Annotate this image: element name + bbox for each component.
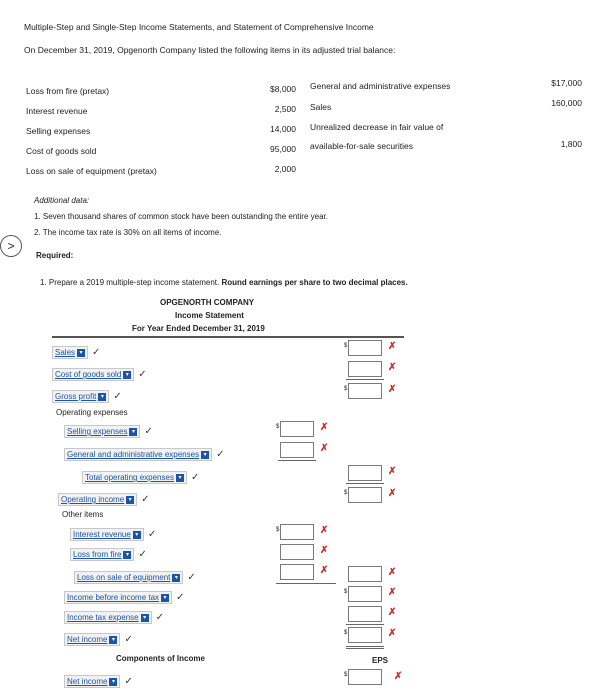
check-icon: ✓ (138, 369, 147, 380)
incorrect-icon: ✗ (388, 341, 397, 352)
chevron-down-icon: ▾ (176, 474, 184, 482)
selling-dropdown[interactable]: Selling expenses ▾ (64, 425, 140, 438)
operating-income-dropdown[interactable]: Operating income ▾ (58, 493, 137, 506)
nav-arrow-icon[interactable]: > (0, 235, 22, 257)
row-equipment (74, 567, 196, 585)
additional-heading: Additional data: (34, 196, 90, 205)
incorrect-icon: ✗ (388, 466, 397, 477)
check-icon: ✓ (155, 612, 164, 623)
chevron-down-icon: ▾ (109, 636, 117, 644)
intro-text: On December 31, 2019, Opgenorth Company listed the following items in its adjusted trial balance: (24, 45, 396, 55)
tb-left-label: Interest revenue (26, 106, 88, 116)
equipment-amount-input[interactable] (280, 564, 314, 580)
incorrect-icon: ✗ (320, 545, 329, 556)
selling-amount-input[interactable] (280, 421, 314, 437)
additional-item: 1. Seven thousand shares of common stock have been outstanding the entire year. (34, 212, 328, 221)
row-sales (52, 342, 100, 360)
chevron-down-icon: ▾ (129, 428, 137, 436)
incorrect-icon: ✗ (320, 525, 329, 536)
eps-input[interactable] (348, 669, 382, 685)
chevron-down-icon: ▾ (98, 393, 106, 401)
tb-left-value: 95,000 (270, 144, 296, 154)
net-income-dropdown[interactable]: Net income ▾ (64, 633, 120, 646)
sum-line (346, 624, 384, 625)
chevron-down-icon: ▾ (133, 531, 141, 539)
row-total-operating (82, 467, 199, 485)
incorrect-icon: ✗ (394, 671, 403, 682)
dollar-sign: $ (276, 527, 280, 533)
company-name: OPGENORTH COMPANY (160, 298, 255, 307)
tax-amount-input[interactable] (348, 606, 382, 622)
tb-right-label: General and administrative expenses (310, 81, 451, 91)
eps-label: EPS (372, 656, 389, 665)
tb-left-label: Loss from fire (pretax) (26, 86, 110, 96)
sum-line (346, 483, 384, 484)
sum-line (278, 460, 316, 461)
dollar-sign: $ (344, 490, 348, 496)
before-tax-amount-input[interactable] (348, 586, 382, 602)
tb-right-label: Unrealized decrease in fair value of (310, 122, 444, 132)
fire-dropdown[interactable]: Loss from fire ▾ (70, 548, 134, 561)
incorrect-icon: ✗ (388, 587, 397, 598)
check-icon: ✓ (187, 572, 196, 583)
chevron-down-icon: ▾ (123, 371, 131, 379)
tb-left-value: 2,000 (274, 164, 296, 174)
gna-amount-input[interactable] (280, 442, 314, 458)
interest-dropdown[interactable]: Interest revenue ▾ (70, 528, 144, 541)
row-cogs (52, 364, 147, 382)
chevron-down-icon: ▾ (201, 451, 209, 459)
check-icon: ✓ (92, 347, 101, 358)
incorrect-icon: ✗ (320, 443, 329, 454)
dollar-sign: $ (344, 589, 348, 595)
tb-right-value: 1,800 (560, 139, 582, 149)
incorrect-icon: ✗ (388, 628, 397, 639)
tb-left-label: Cost of goods sold (26, 146, 97, 156)
fire-amount-input[interactable] (280, 544, 314, 560)
row-net-income-components (64, 671, 133, 689)
operating-income-amount-input[interactable] (348, 487, 382, 503)
incorrect-icon: ✗ (388, 384, 397, 395)
check-icon: ✓ (113, 391, 122, 402)
check-icon: ✓ (138, 549, 147, 560)
before-tax-dropdown[interactable]: Income before income tax ▾ (64, 591, 172, 604)
check-icon: ✓ (124, 634, 133, 645)
row-operating-income (58, 489, 150, 507)
equipment-dropdown[interactable]: Loss on sale of equipment ▾ (74, 571, 183, 584)
check-icon: ✓ (124, 676, 133, 687)
dollar-sign: $ (344, 630, 348, 636)
row-net-income (64, 629, 133, 647)
other-items-label: Other items (62, 510, 104, 519)
incorrect-icon: ✗ (320, 565, 329, 576)
tb-right-value: $17,000 (551, 78, 582, 88)
row-before-tax (64, 587, 184, 605)
total-operating-amount-input[interactable] (348, 465, 382, 481)
check-icon: ✓ (144, 426, 153, 437)
chevron-down-icon: ▾ (161, 594, 169, 602)
dollar-sign: $ (344, 386, 348, 392)
chevron-down-icon: ▾ (109, 678, 117, 686)
row-selling (64, 421, 153, 439)
statement-period: For Year Ended December 31, 2019 (132, 324, 265, 333)
interest-amount-input[interactable] (280, 524, 314, 540)
gross-profit-dropdown[interactable]: Gross profit ▾ (52, 390, 109, 403)
row-interest (70, 524, 156, 542)
header-divider (52, 336, 404, 338)
incorrect-icon: ✗ (388, 488, 397, 499)
check-icon: ✓ (176, 592, 185, 603)
statement-title: Income Statement (175, 311, 244, 320)
row-fire (70, 544, 147, 562)
sum-line (346, 379, 384, 380)
tb-left-value: 2,500 (274, 104, 296, 114)
required-heading: Required: (36, 251, 74, 260)
sales-dropdown[interactable]: Sales ▾ (52, 346, 88, 359)
incorrect-icon: ✗ (388, 607, 397, 618)
chevron-down-icon: ▾ (77, 349, 85, 357)
sales-amount-input[interactable] (348, 340, 382, 356)
other-items-total-input[interactable] (348, 566, 382, 582)
dollar-sign: $ (344, 672, 348, 678)
components-label: Components of Income (116, 654, 205, 663)
check-icon: ✓ (147, 529, 157, 540)
tb-left-label: Loss on sale of equipment (pretax) (26, 166, 157, 176)
chevron-down-icon: ▾ (141, 614, 149, 622)
cogs-amount-input[interactable] (348, 361, 382, 377)
dollar-sign: $ (344, 343, 348, 349)
page-title: Multiple-Step and Single-Step Income Statements, and Statement of Comprehensive Income (24, 22, 374, 32)
dollar-sign: $ (276, 424, 280, 430)
gna-dropdown[interactable]: General and administrative expenses ▾ (64, 448, 212, 461)
gross-profit-amount-input[interactable] (348, 383, 382, 399)
tb-left-value: $8,000 (270, 84, 296, 94)
double-underline (346, 646, 384, 647)
operating-expenses-label: Operating expenses (56, 408, 128, 417)
row-tax (64, 607, 164, 625)
tb-left-label: Selling expenses (26, 126, 91, 136)
tb-right-value: 160,000 (551, 98, 582, 108)
check-icon: ✓ (141, 494, 150, 505)
tb-left-value: 14,000 (270, 124, 296, 134)
chevron-down-icon: ▾ (126, 496, 134, 504)
row-gross-profit (52, 386, 122, 404)
check-icon: ✓ (216, 449, 225, 460)
incorrect-icon: ✗ (388, 567, 397, 578)
chevron-down-icon: ▾ (123, 551, 131, 559)
double-underline (346, 648, 384, 649)
total-operating-dropdown[interactable]: Total operating expenses ▾ (82, 471, 187, 484)
question-text: 1. Prepare a 2019 multiple-step income statement. Round earnings per share to two decimal places. (40, 278, 408, 287)
chevron-down-icon: ▾ (172, 574, 180, 582)
cogs-dropdown[interactable]: Cost of goods sold ▾ (52, 368, 134, 381)
check-icon: ✓ (190, 472, 200, 483)
net-income-amount-input[interactable] (348, 627, 382, 643)
tax-dropdown[interactable]: Income tax expense ▾ (64, 611, 152, 624)
incorrect-icon: ✗ (320, 422, 329, 433)
incorrect-icon: ✗ (388, 362, 397, 373)
net-income-components-dropdown[interactable]: Net income ▾ (64, 675, 120, 688)
tb-right-label: available-for-sale securities (310, 141, 413, 151)
row-gna (64, 444, 224, 462)
tb-right-label: Sales (310, 102, 332, 112)
additional-item: 2. The income tax rate is 30% on all items of income. (34, 228, 222, 237)
sum-line (276, 583, 336, 584)
